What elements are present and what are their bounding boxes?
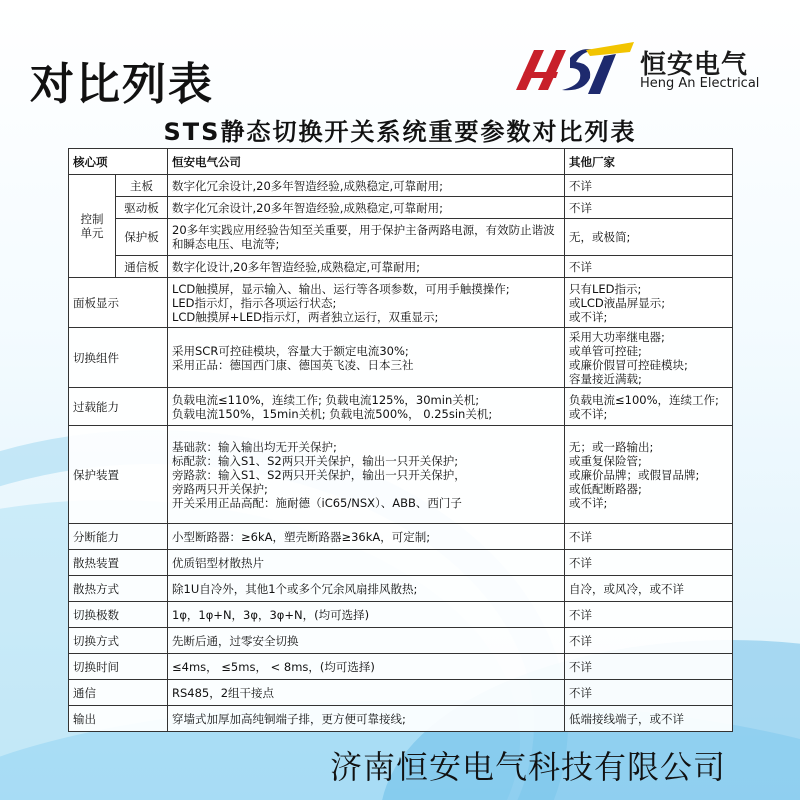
other-cell: 不详 <box>564 627 733 654</box>
header-other: 其他厂家 <box>564 148 733 175</box>
other-cell: 不详 <box>564 174 733 197</box>
item-label: 过载能力 <box>68 387 168 426</box>
hengan-cell: 先断后通，过零安全切换 <box>167 627 565 654</box>
hengan-cell: 数字化冗余设计,20多年智造经验,成熟稳定,可靠耐用; <box>167 174 565 197</box>
other-cell: 无，或极简; <box>564 218 733 256</box>
other-cell: 不详 <box>564 679 733 706</box>
hengan-cell: 数字化冗余设计,20多年智造经验,成熟稳定,可靠耐用; <box>167 196 565 219</box>
item-label: 切换极数 <box>68 601 168 628</box>
item-label: 通信 <box>68 679 168 706</box>
hengan-cell: 采用SCR可控硅模块，容量大于额定电流30%; 采用正品：德国西门康、德国英飞凌、日本三社 <box>167 327 565 388</box>
other-cell: 采用大功率继电器; 或单管可控硅; 或廉价假冒可控硅模块; 容量接近满载; <box>564 327 733 388</box>
control-sub-item: 主板 <box>115 174 168 197</box>
hengan-cell: 数字化设计,20多年智造经验,成熟稳定,可靠耐用; <box>167 255 565 278</box>
hengan-cell: 小型断路器：≥6kA，塑壳断路器≥36kA，可定制; <box>167 523 565 550</box>
hengan-cell: 优质铝型材散热片 <box>167 549 565 576</box>
item-label: 散热装置 <box>68 549 168 576</box>
hengan-cell: ≤4ms， ≤5ms， < 8ms，(均可选择) <box>167 653 565 680</box>
logo-name-cn: 恒安电气 <box>640 50 749 80</box>
other-cell: 负载电流≤100%，连续工作; 或不详; <box>564 387 733 426</box>
hengan-cell: 穿墙式加厚加高纯铜端子排，更方便可靠接线; <box>167 705 565 732</box>
hengan-cell: 20多年实践应用经验告知至关重要，用于保护主备两路电源，有效防止谐波和瞬态电压、电流等; <box>167 218 565 256</box>
table-title: STS静态切换开关系统重要参数对比列表 <box>163 118 637 146</box>
hengan-cell: 除1U自冷外，其他1个或多个冗余风扇排风散热; <box>167 575 565 602</box>
company-logo <box>512 38 772 98</box>
other-cell: 不详 <box>564 653 733 680</box>
other-cell: 无；或一路输出; 或重复保险管; 或廉价品牌；或假冒品牌; 或低配断路器; 或不详; <box>564 425 733 524</box>
logo-name-en: Heng An Electrical <box>640 76 760 91</box>
other-cell: 不详 <box>564 601 733 628</box>
item-label: 散热方式 <box>68 575 168 602</box>
page-big-title: 对比列表 <box>30 59 214 110</box>
item-label: 切换方式 <box>68 627 168 654</box>
company-footer: 济南恒安电气科技有限公司 <box>330 748 727 786</box>
comparison-table <box>68 148 732 732</box>
control-sub-item: 保护板 <box>115 218 168 256</box>
control-sub-item: 通信板 <box>115 255 168 278</box>
logo-mark-icon <box>512 38 637 98</box>
other-cell: 只有LED指示; 或LCD液晶屏显示; 或不详; <box>564 277 733 328</box>
header-hengan: 恒安电气公司 <box>167 148 565 175</box>
item-label: 分断能力 <box>68 523 168 550</box>
other-cell: 低端接线端子，或不详 <box>564 705 733 732</box>
header-core-item: 核心项 <box>68 148 168 175</box>
item-label: 切换组件 <box>68 327 168 388</box>
hengan-cell: LCD触摸屏，显示输入、输出、运行等各项参数，可用手触摸操作; LED指示灯，指示各项运行状态; LCD触摸屏+LED指示灯，两者独立运行，双重显示; <box>167 277 565 328</box>
other-cell: 不详 <box>564 549 733 576</box>
item-label: 切换时间 <box>68 653 168 680</box>
control-sub-item: 驱动板 <box>115 196 168 219</box>
item-label: 输出 <box>68 705 168 732</box>
control-unit-label: 控制 单元 <box>68 174 116 278</box>
other-cell: 不详 <box>564 523 733 550</box>
other-cell: 不详 <box>564 255 733 278</box>
other-cell: 自冷，或风冷，或不详 <box>564 575 733 602</box>
hengan-cell: 基础款：输入输出均无开关保护; 标配款：输入S1、S2两只开关保护，输出一只开关保护; 旁路款：输入S1、S2两只开关保护，输出一只开关保护， 旁路两只开关保护; 开关采用正品高配：施耐德（iC65/NSX）、ABB、西门子 <box>167 425 565 524</box>
hengan-cell: 负载电流≤110%，连续工作; 负载电流125%，30min关机; 负载电流150%，15min关机; 负载电流500%， 0.25sin关机; <box>167 387 565 426</box>
hengan-cell: 1φ，1φ+N，3φ，3φ+N，(均可选择) <box>167 601 565 628</box>
other-cell: 不详 <box>564 196 733 219</box>
hengan-cell: RS485，2组干接点 <box>167 679 565 706</box>
item-label: 保护装置 <box>68 425 168 524</box>
item-label: 面板显示 <box>68 277 168 328</box>
